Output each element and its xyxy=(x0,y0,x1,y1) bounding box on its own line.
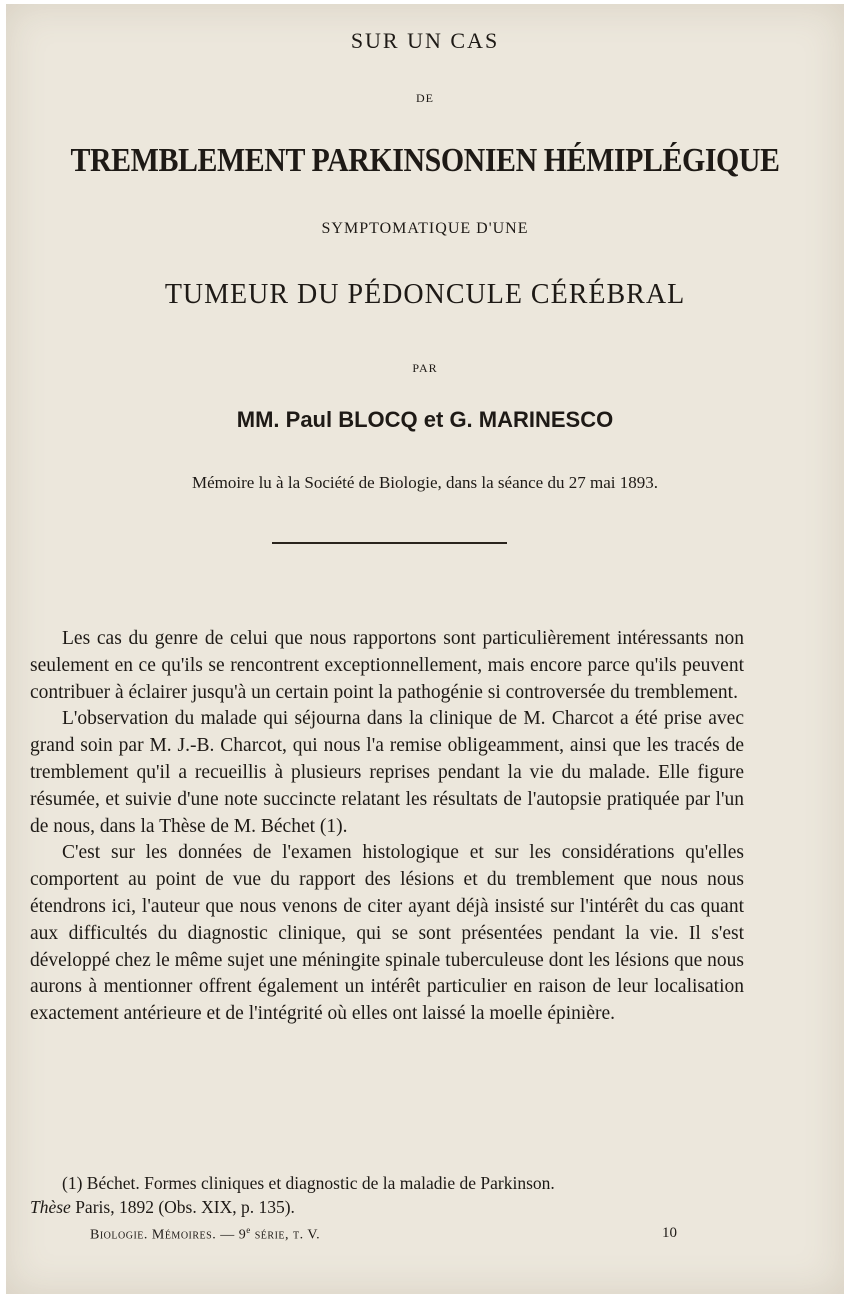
footer-journal: Biologie. Mémoires. — xyxy=(90,1227,235,1243)
footer-series-num: 9 xyxy=(238,1227,247,1243)
title-line-symptomatique: SYMPTOMATIQUE D'UNE xyxy=(321,220,529,237)
footnote xyxy=(30,1171,744,1219)
authors: MM. Paul BLOCQ et G. MARINESCO xyxy=(236,407,614,432)
title-line-tumeur: TUMEUR DU PÉDONCULE CÉRÉBRAL xyxy=(164,279,686,310)
footnote-these: Thèse xyxy=(30,1197,71,1217)
footer-series-rest: série, t. V. xyxy=(254,1227,321,1243)
title-line-sur-un-cas: SUR UN CAS xyxy=(350,28,500,53)
paragraph: Les cas du genre de celui que nous rapportons sont particulièrement intéressants non seulement en ce qu'ils se rencontrent exceptionnellement, mais encore parce qu'ils peuvent contribuer à éclairer jusqu'à un certain point la pathogénie si controversée du tremblement. xyxy=(30,628,744,703)
footer-series-sup: e xyxy=(246,1225,251,1235)
separator-rule xyxy=(272,542,507,544)
title-line-par: PAR xyxy=(412,361,438,375)
main-title: TREMBLEMENT PARKINSONIEN HÉMIPLÉGIQUE xyxy=(70,142,780,179)
footnote-text-a: (1) Béchet. Formes cliniques et diagnostic de la maladie de Parkinson. xyxy=(62,1173,555,1193)
title-line-de: DE xyxy=(416,91,434,105)
paragraph: C'est sur les données de l'examen histologique et sur les considérations qu'elles comportent au point de vue du rapport des lésions et du tremblement que nous nous étendrons ici, l'auteur que nous venons de citer ayant déjà insisté sur l'intérêt du cas quant aux difficultés du diagnostic clinique, qui se sont présentées pendant la vie. Il s'est développé chez le même sujet une méningite spinale tuberculeuse dont les lésions que nous aurons à mentionner offrent également un intérêt particulier en raison de leur localisation exactement antérieure et de l'intégrité où elles ont laissé la moelle épinière. xyxy=(30,842,744,1025)
page-number: 10 xyxy=(662,1225,677,1241)
memoire-note: Mémoire lu à la Société de Biologie, dans la séance du 27 mai 1893. xyxy=(192,473,658,492)
paragraph: L'observation du malade qui séjourna dans la clinique de M. Charcot a été prise avec grand soin par M. J.-B. Charcot, qui nous l'a remise obligeamment, ainsi que les tracés de tremblement qu'il a recueillis à plusieurs reprises pendant la vie du malade. Elle figure résumée, et suivie d'une note succincte relatant les résultats de l'autopsie pratiquée par l'un de nous, dans la Thèse de M. Béchet (1). xyxy=(30,708,744,837)
footnote-text-b: Paris, 1892 (Obs. XIX, p. 135). xyxy=(75,1197,295,1217)
document-page xyxy=(6,4,844,1294)
body-text xyxy=(30,626,744,1028)
running-footer xyxy=(90,1225,320,1244)
